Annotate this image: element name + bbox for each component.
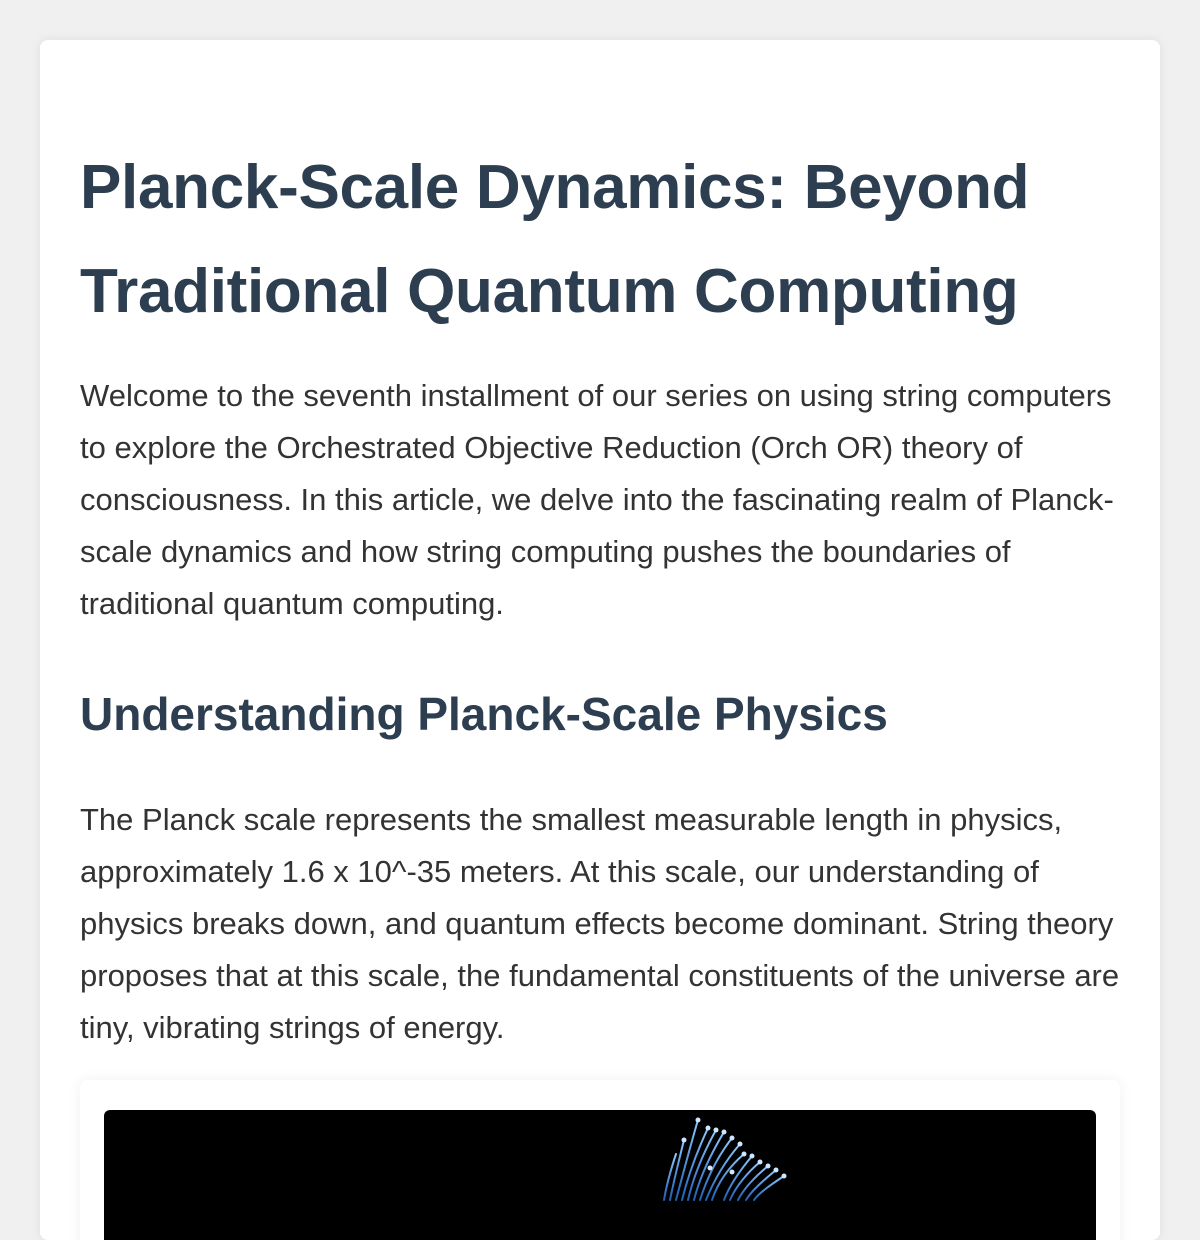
section-heading: Understanding Planck-Scale Physics [80,688,888,740]
article-card [40,40,1160,1240]
article-content [80,136,1120,1054]
article-title: Planck-Scale Dynamics: Beyond Traditional Quantum Computing [80,153,1030,326]
glowing-strings-illustration-icon [104,1110,1096,1240]
figure-container [80,1080,1120,1240]
string-illustration-image [104,1110,1096,1240]
intro-paragraph: Welcome to the seventh installment of our series on using string computers to explore the Orchestrated Objective Reduction (Orch OR) theory of consciousness. In this article, we delve into the fascinating realm of Planck-scale dynamics and how string computing pushes the boundaries of traditional quantum computing. [80,378,1114,621]
section-paragraph: The Planck scale represents the smallest measurable length in physics, approximately 1.6 x 10^-35 meters. At this scale, our understanding of physics breaks down, and quantum effects become dominant. String theory proposes that at this scale, the fundamental constituents of the universe are tiny, vibrating strings of energy. [80,802,1120,1045]
